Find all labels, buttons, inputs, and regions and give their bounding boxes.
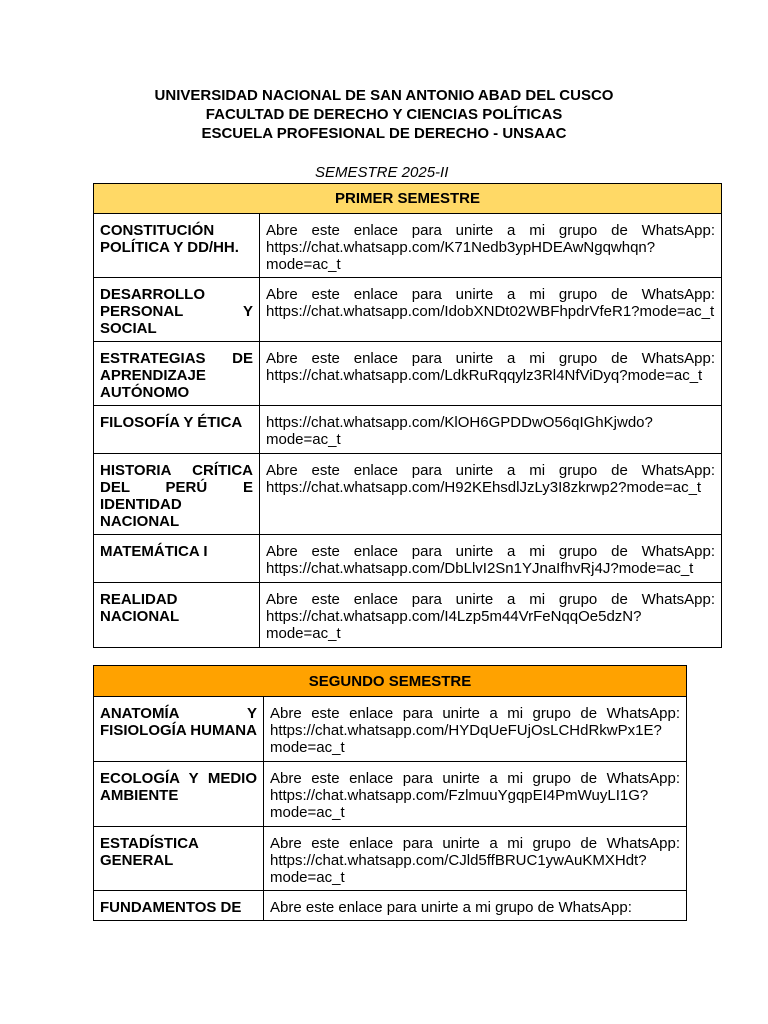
whatsapp-link[interactable]: Abre este enlace para unirte a mi grupo de WhatsApp: [264, 891, 687, 921]
table-header-row [94, 666, 687, 697]
table-row [94, 342, 722, 406]
school-name: ESCUELA PROFESIONAL DE DERECHO - UNSAAC [201, 125, 567, 142]
table-row [94, 583, 722, 648]
whatsapp-link[interactable]: Abre este enlace para unirte a mi grupo de WhatsApp: https://chat.whatsapp.com/CJld5ffBRUC1ywAuKMXHdt?mode=ac_t [264, 827, 687, 891]
course-name: FUNDAMENTOS DE [94, 891, 264, 921]
whatsapp-link[interactable]: Abre este enlace para unirte a mi grupo de WhatsApp: https://chat.whatsapp.com/H92KEhsdlJzLy3I8zkrwp2?mode=ac_t [260, 454, 722, 535]
whatsapp-link[interactable]: https://chat.whatsapp.com/KlOH6GPDDwO56qIGhKjwdo?mode=ac_t [260, 406, 722, 454]
whatsapp-link[interactable]: Abre este enlace para unirte a mi grupo de WhatsApp: https://chat.whatsapp.com/FzlmuuYgqpEI4PmWuyLI1G?mode=ac_t [264, 762, 687, 827]
table-row [94, 406, 722, 454]
whatsapp-link[interactable]: Abre este enlace para unirte a mi grupo de WhatsApp: https://chat.whatsapp.com/HYDqUeFUjOsLCHdRkwPx1E?mode=ac_t [264, 697, 687, 762]
table-row [94, 214, 722, 278]
course-name: MATEMÁTICA I [94, 535, 260, 583]
course-name: DESARROLLO PERSONAL Y SOCIAL [94, 278, 260, 342]
course-name: FILOSOFÍA Y ÉTICA [94, 406, 260, 454]
first-semester-title: PRIMER SEMESTRE [94, 184, 722, 214]
whatsapp-link[interactable]: Abre este enlace para unirte a mi grupo de WhatsApp: https://chat.whatsapp.com/DbLlvI2Sn1YJnaIfhvRj4J?mode=ac_t [260, 535, 722, 583]
second-semester-title: SEGUNDO SEMESTRE [94, 666, 687, 697]
university-name: UNIVERSIDAD NACIONAL DE SAN ANTONIO ABAD DEL CUSCO [154, 87, 614, 104]
course-name: ESTRATEGIAS DE APRENDIZAJE AUTÓNOMO [94, 342, 260, 406]
second-semester-table [93, 665, 687, 921]
table-row [94, 697, 687, 762]
semester-label: SEMESTRE 2025-II [315, 164, 449, 181]
course-name: REALIDAD NACIONAL [94, 583, 260, 648]
course-name: ESTADÍSTICA GENERAL [94, 827, 264, 891]
course-name: ANATOMÍA Y FISIOLOGÍA HUMANA [94, 697, 264, 762]
whatsapp-link[interactable]: Abre este enlace para unirte a mi grupo de WhatsApp: https://chat.whatsapp.com/I4Lzp5m44VrFeNqqOe5dzN?mode=ac_t [260, 583, 722, 648]
course-name: ECOLOGÍA Y MEDIO AMBIENTE [94, 762, 264, 827]
table-row [94, 535, 722, 583]
course-name: HISTORIA CRÍTICA DEL PERÚ E IDENTIDAD NACIONAL [94, 454, 260, 535]
faculty-name: FACULTAD DE DERECHO Y CIENCIAS POLÍTICAS [205, 106, 563, 123]
table-header-row [94, 184, 722, 214]
table-row [94, 454, 722, 535]
table-row [94, 278, 722, 342]
whatsapp-link[interactable]: Abre este enlace para unirte a mi grupo de WhatsApp: https://chat.whatsapp.com/K71Nedb3ypHDEAwNgqwhqn?mode=ac_t [260, 214, 722, 278]
whatsapp-link[interactable]: Abre este enlace para unirte a mi grupo de WhatsApp: https://chat.whatsapp.com/IdobXNDt02WBFhpdrVfeR1?mode=ac_t [260, 278, 722, 342]
first-semester-table [93, 183, 722, 648]
table-row [94, 891, 687, 921]
course-name: CONSTITUCIÓN POLÍTICA Y DD/HH. [94, 214, 260, 278]
whatsapp-link[interactable]: Abre este enlace para unirte a mi grupo de WhatsApp: https://chat.whatsapp.com/LdkRuRqqylz3Rl4NfViDyq?mode=ac_t [260, 342, 722, 406]
table-row [94, 827, 687, 891]
document-header [0, 86, 768, 143]
table-row [94, 762, 687, 827]
